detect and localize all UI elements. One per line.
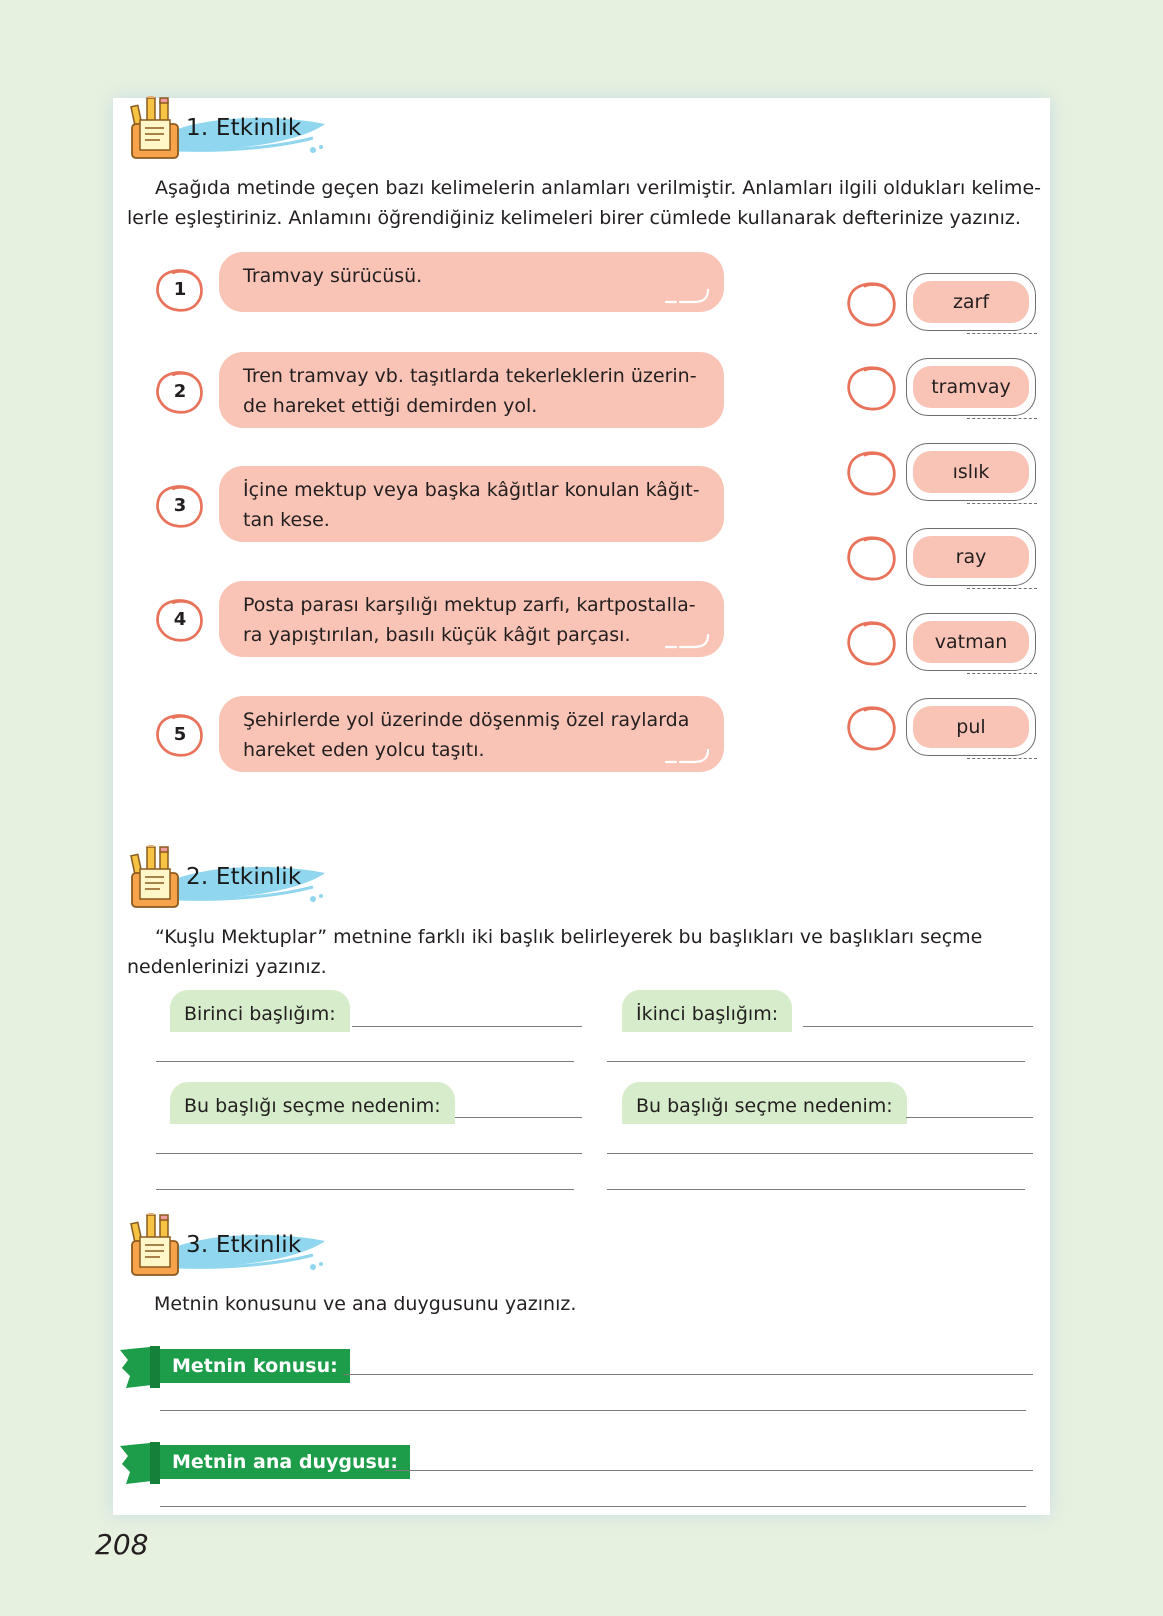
answer-circle-2[interactable] (845, 364, 899, 412)
swirl-mark-icon (664, 286, 714, 306)
answer-circle-1[interactable] (845, 280, 899, 328)
number-circle-1 (154, 266, 206, 314)
section3-title: 3. Etkinlik (186, 1232, 302, 1258)
definition-box-5 (219, 696, 724, 772)
number-label: 2 (173, 381, 187, 402)
pill-highlight (929, 619, 971, 621)
swirl-mark-icon (664, 631, 714, 651)
emotion-label: Metnin ana duygusu: (160, 1445, 410, 1479)
word-pill-2 (906, 358, 1036, 416)
number-label: 3 (173, 495, 187, 516)
swirl-mark-icon (664, 746, 714, 766)
pill-dashed-edge (967, 758, 1037, 759)
answer-circle-3[interactable] (845, 449, 899, 497)
section1-header (128, 96, 328, 166)
pill-highlight (929, 279, 971, 281)
word-text: ıslık (913, 451, 1029, 493)
pill-dashed-edge (967, 503, 1037, 504)
definition-text-line2: tan kese. (243, 509, 330, 531)
word-text: ray (913, 536, 1029, 578)
word-text: zarf (913, 281, 1029, 323)
definition-text-line2: hareket eden yolcu taşıtı. (243, 739, 485, 761)
definition-text-line1: İçine mektup veya başka kâğıtlar konulan kâğıt- (243, 479, 700, 501)
pill-dashed-edge (967, 673, 1037, 674)
pill-highlight (929, 449, 971, 451)
ribbon-tail-icon (120, 1346, 160, 1388)
section2-header (128, 845, 328, 915)
number-circle-2 (154, 368, 206, 416)
definition-box-3 (219, 466, 724, 542)
word-pill-3 (906, 443, 1036, 501)
emotion-answer-line-2[interactable] (160, 1506, 1026, 1507)
answer-circle-4[interactable] (845, 534, 899, 582)
section2-title: 2. Etkinlik (186, 864, 302, 890)
number-label: 5 (173, 724, 187, 745)
first-title-answer-line-2[interactable] (156, 1061, 574, 1062)
second-title-answer-line[interactable] (803, 1026, 1033, 1027)
section3-header (128, 1213, 328, 1283)
word-text: vatman (913, 621, 1029, 663)
topic-answer-line-2[interactable] (160, 1410, 1026, 1411)
section2-instructions-line2: nedenlerinizi yazınız. (127, 956, 327, 978)
emotion-answer-line[interactable] (385, 1470, 1033, 1471)
pencil-cup-icon (128, 1213, 188, 1279)
number-label: 4 (173, 609, 187, 630)
first-title-label: Birinci başlığım: (170, 990, 350, 1032)
definition-text-line1: Şehirlerde yol üzerinde döşenmiş özel raylarda (243, 709, 690, 731)
topic-answer-line[interactable] (343, 1374, 1033, 1375)
reason-answer-line-2b[interactable] (607, 1153, 1033, 1154)
second-title-answer-line-2[interactable] (607, 1061, 1025, 1062)
pill-dashed-edge (967, 588, 1037, 589)
number-label: 1 (173, 279, 187, 300)
reason-answer-line-2[interactable] (906, 1117, 1033, 1118)
section3-instructions: Metnin konusunu ve ana duygusunu yazınız. (154, 1293, 577, 1315)
first-title-answer-line[interactable] (352, 1026, 582, 1027)
reason-answer-line-1[interactable] (455, 1117, 582, 1118)
topic-label: Metnin konusu: (160, 1349, 350, 1383)
second-title-label: İkinci başlığım: (622, 990, 792, 1032)
word-pill-4 (906, 528, 1036, 586)
pill-dashed-edge (967, 333, 1037, 334)
word-pill-6 (906, 698, 1036, 756)
page-number: 208 (95, 1528, 149, 1561)
ribbon-tail-icon (120, 1442, 160, 1484)
definition-text-line1: Posta parası karşılığı mektup zarfı, kartpostalla- (243, 594, 696, 616)
number-circle-5 (154, 711, 206, 759)
number-circle-4 (154, 596, 206, 644)
definition-box-2 (219, 352, 724, 428)
reason-answer-line-2c[interactable] (607, 1189, 1025, 1190)
section1-title: 1. Etkinlik (186, 115, 302, 141)
section1-instructions-line2: lerle eşleştiriniz. Anlamını öğrendiğiniz kelimeleri birer cümlede kullanarak defterinize yazınız. (127, 207, 1021, 229)
pencil-cup-icon (128, 845, 188, 911)
section2-instructions-line1: “Kuşlu Mektuplar” metnine farklı iki başlık belirleyerek bu başlıkları ve başlıkları seçme (155, 926, 983, 948)
pencil-cup-icon (128, 96, 188, 162)
answer-circle-6[interactable] (845, 704, 899, 752)
pill-dashed-edge (967, 418, 1037, 419)
definition-text-line2: ra yapıştırılan, basılı küçük kâğıt parçası. (243, 624, 631, 646)
definition-text-line2: de hareket ettiği demirden yol. (243, 395, 538, 417)
reason-label-2: Bu başlığı seçme nedenim: (622, 1082, 907, 1124)
word-text: tramvay (913, 366, 1029, 408)
answer-circle-5[interactable] (845, 619, 899, 667)
pill-highlight (929, 534, 971, 536)
pill-highlight (929, 364, 971, 366)
word-pill-1 (906, 273, 1036, 331)
section1-instructions-line1: Aşağıda metinde geçen bazı kelimelerin anlamları verilmiştir. Anlamları ilgili oldukları kelime- (155, 177, 1041, 199)
number-circle-3 (154, 482, 206, 530)
word-text: pul (913, 706, 1029, 748)
definition-text-line1: Tren tramvay vb. taşıtlarda tekerleklerin üzerin- (243, 365, 697, 387)
reason-answer-line-1c[interactable] (156, 1189, 574, 1190)
definition-box-4 (219, 581, 724, 657)
word-pill-5 (906, 613, 1036, 671)
definition-text: Tramvay sürücüsü. (243, 265, 423, 287)
definition-box-1 (219, 252, 724, 312)
reason-answer-line-1b[interactable] (156, 1153, 582, 1154)
pill-highlight (929, 704, 971, 706)
reason-label-1: Bu başlığı seçme nedenim: (170, 1082, 455, 1124)
